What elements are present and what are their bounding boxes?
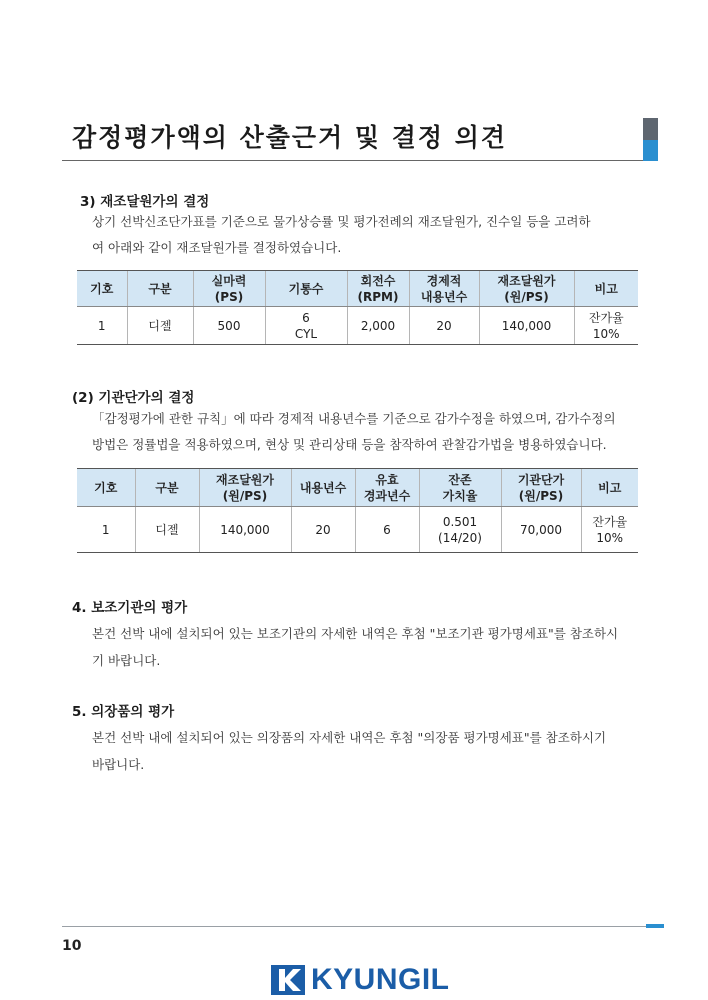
body-line: 「감정평가에 관한 규칙」에 따라 경제적 내용년수를 기준으로 감가수정을 하였으며, 감가수정의 [92, 411, 616, 426]
cell-engine-unit-price: 70,000 [501, 507, 581, 553]
header-replacement-cost: 재조달원가 (원/PS) [479, 271, 574, 307]
header-horsepower: 실마력 (PS) [193, 271, 265, 307]
replacement-cost-table [77, 270, 638, 345]
body-line: 기 바랍니다. [92, 653, 161, 668]
page-title: 감정평가액의 산출근거 및 결정 의견 [72, 123, 508, 152]
header-type: 구분 [135, 469, 199, 507]
corner-tab-grey [643, 118, 658, 140]
header-remarks: 비고 [574, 271, 638, 307]
cell-cylinders: 6 CYL [265, 307, 347, 345]
cell-type: 디젤 [127, 307, 193, 345]
header-remarks: 비고 [581, 469, 638, 507]
cell-residual-ratio: 0.501 (14/20) [419, 507, 501, 553]
header-code: 기호 [77, 469, 135, 507]
body-line: 방법은 정률법을 적용하였으며, 현상 및 관리상태 등을 참작하여 관찰감가법을 병용하였습니다. [92, 437, 607, 452]
corner-tab-blue [643, 140, 658, 161]
section-heading-outfitting: 5. 의장품의 평가 [72, 704, 175, 720]
cell-code: 1 [77, 507, 135, 553]
body-line: 상기 선박신조단가표를 기준으로 물가상승률 및 평가전례의 재조달원가, 진수일 등을 고려하 [92, 214, 591, 229]
cell-useful-life: 20 [291, 507, 355, 553]
cell-type: 디젤 [135, 507, 199, 553]
table-row [77, 507, 638, 553]
cell-rpm: 2,000 [347, 307, 409, 345]
header-effective-age: 유효 경과년수 [355, 469, 419, 507]
header-code: 기호 [77, 271, 127, 307]
company-logo [271, 960, 450, 1000]
cell-horsepower: 500 [193, 307, 265, 345]
cell-useful-life: 20 [409, 307, 479, 345]
cell-effective-age: 6 [355, 507, 419, 553]
header-engine-unit-price: 기관단가 (원/PS) [501, 469, 581, 507]
section-heading-engine-unit-price: (2) 기관단가의 결정 [72, 390, 195, 406]
header-useful-life: 경제적 내용년수 [409, 271, 479, 307]
footer-accent [646, 924, 664, 928]
section-heading-auxiliary-engine: 4. 보조기관의 평가 [72, 600, 188, 616]
header-residual-ratio: 잔존 가치율 [419, 469, 501, 507]
body-line: 바랍니다. [92, 757, 145, 772]
kyungil-logo-icon [271, 965, 305, 995]
header-replacement-cost: 재조달원가 (원/PS) [199, 469, 291, 507]
title-divider [62, 160, 658, 161]
section-heading-replacement-cost: 3) 재조달원가의 결정 [80, 194, 210, 210]
header-useful-life: 내용년수 [291, 469, 355, 507]
table-row [77, 307, 638, 345]
logo-text: KYUNGIL [311, 963, 450, 996]
header-cylinders: 기통수 [265, 271, 347, 307]
cell-replacement-cost: 140,000 [199, 507, 291, 553]
cell-remarks: 잔가율 10% [574, 307, 638, 345]
engine-unit-price-table [77, 468, 638, 553]
footer-divider [62, 926, 646, 927]
body-line: 여 아래와 같이 재조달원가를 결정하였습니다. [92, 240, 342, 255]
body-line: 본건 선박 내에 설치되어 있는 의장품의 자세한 내역은 후첨 "의장품 평가명세표"를 참조하시기 [92, 730, 607, 745]
cell-code: 1 [77, 307, 127, 345]
body-line: 본건 선박 내에 설치되어 있는 보조기관의 자세한 내역은 후첨 "보조기관 평가명세표"를 참조하시 [92, 626, 619, 641]
page-number: 10 [62, 938, 82, 954]
header-rpm: 회전수 (RPM) [347, 271, 409, 307]
cell-replacement-cost: 140,000 [479, 307, 574, 345]
cell-remarks: 잔가율 10% [581, 507, 638, 553]
header-type: 구분 [127, 271, 193, 307]
